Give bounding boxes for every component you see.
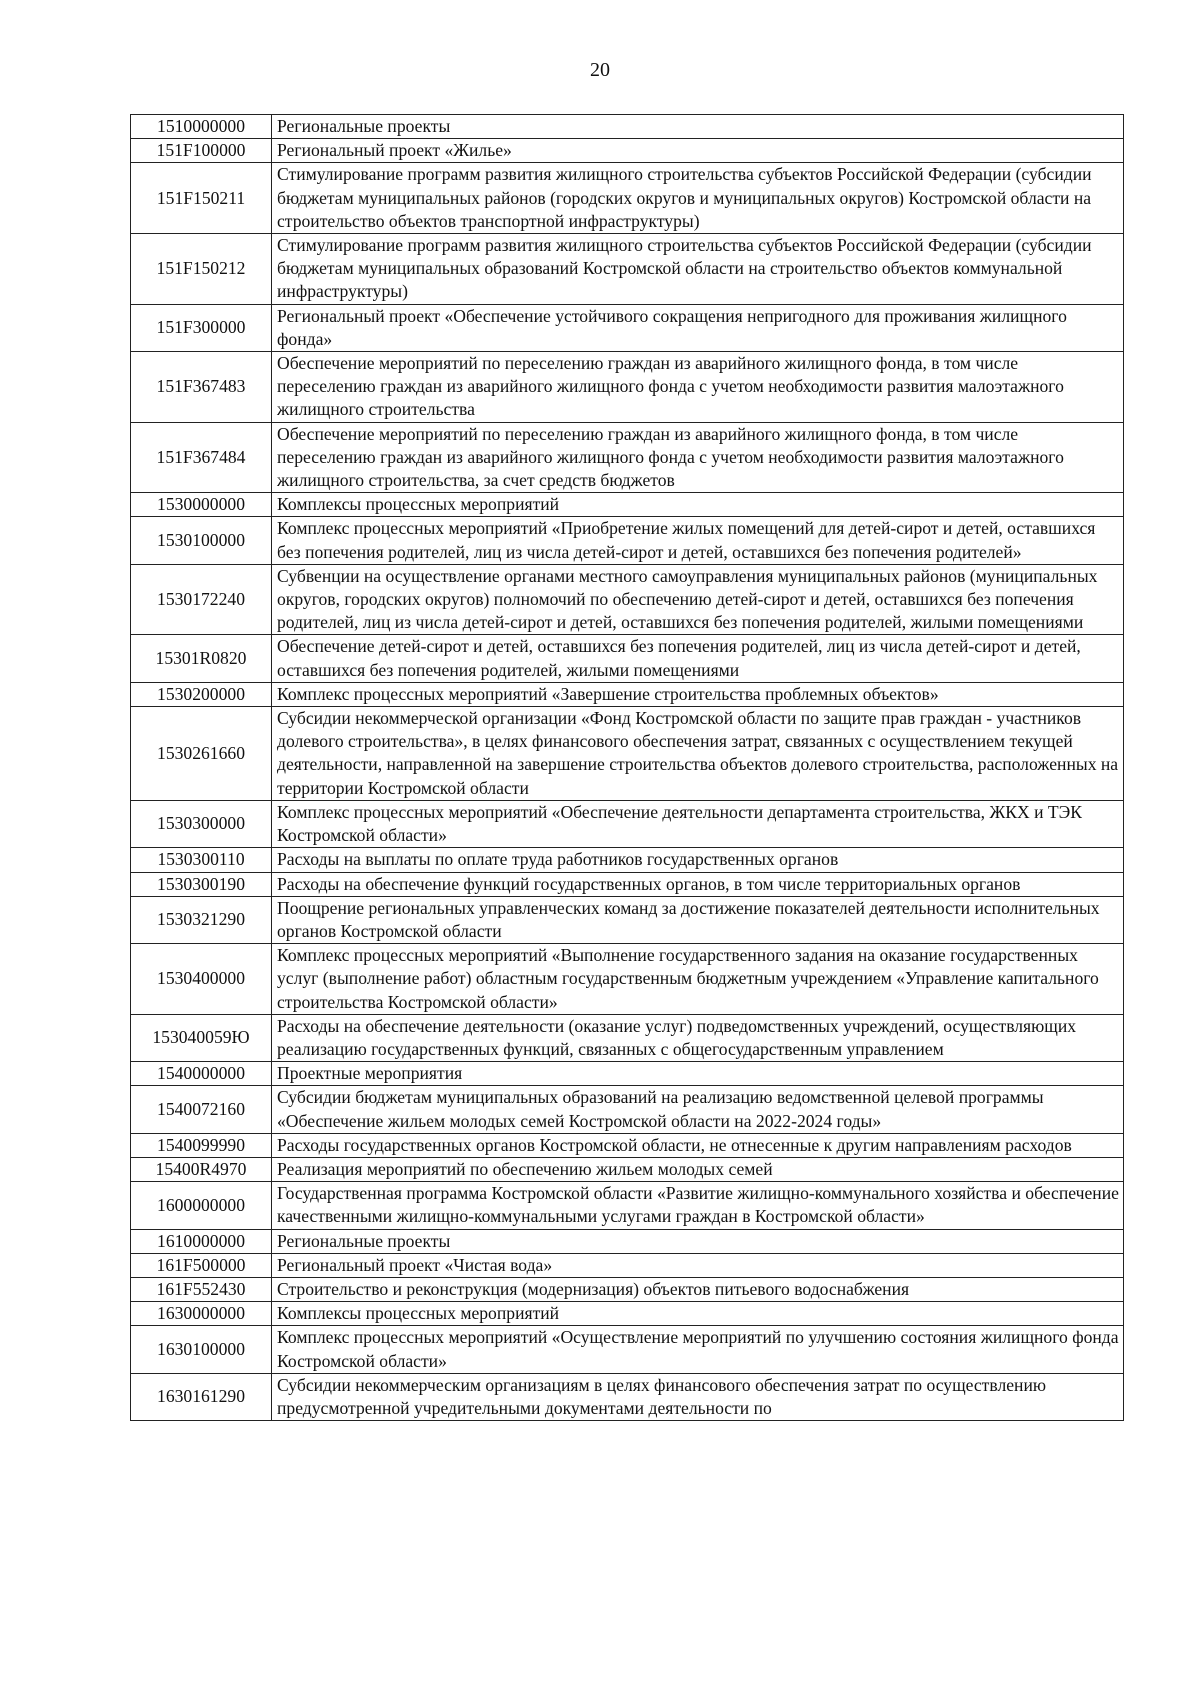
page-number: 20 — [590, 59, 610, 81]
row-code: 151F150212 — [131, 234, 272, 305]
row-code: 1540072160 — [131, 1086, 272, 1133]
table-row — [131, 800, 1124, 847]
row-description: Субсидии некоммерческим организациям в целях финансового обеспечения затрат по осуществлению предусмотренной учредительными документами деятельности по — [272, 1373, 1124, 1420]
row-description: Комплексы процессных мероприятий — [272, 1302, 1124, 1326]
row-description: Расходы на выплаты по оплате труда работников государственных органов — [272, 848, 1124, 872]
row-description: Субсидии бюджетам муниципальных образований на реализацию ведомственной целевой программы «Обеспечение жильем молодых семей Костромской области на 2022-2024 годы» — [272, 1086, 1124, 1133]
table-row — [131, 1326, 1124, 1373]
row-description: Стимулирование программ развития жилищного строительства субъектов Российской Федерации (субсидии бюджетам муниципальных районов (городских округов и муниципальных округов) Костромской области на строительство объектов транспортной инфраструктуры) — [272, 163, 1124, 234]
row-code: 1630161290 — [131, 1373, 272, 1420]
row-description: Проектные мероприятия — [272, 1062, 1124, 1086]
row-description: Субвенции на осуществление органами местного самоуправления муниципальных районов (муниципальных округов, городских округов) полномочий по обеспечению детей-сирот и детей, оставшихся без попечения родителей, лиц из числа детей-сирот и детей, оставшихся без попечения родителей, жилыми помещениями — [272, 564, 1124, 635]
row-code: 151F300000 — [131, 304, 272, 351]
row-code: 1630000000 — [131, 1302, 272, 1326]
table-row — [131, 1229, 1124, 1253]
row-description: Комплекс процессных мероприятий «Завершение строительства проблемных объектов» — [272, 682, 1124, 706]
table-row — [131, 115, 1124, 139]
table-row — [131, 707, 1124, 801]
row-code: 1530321290 — [131, 896, 272, 943]
row-description: Комплекс процессных мероприятий «Приобретение жилых помещений для детей-сирот и детей, оставшихся без попечения родителей, лиц из числа детей-сирот и детей, оставшихся без попечения родителей» — [272, 517, 1124, 564]
row-description: Региональные проекты — [272, 1229, 1124, 1253]
table-row — [131, 139, 1124, 163]
table-row — [131, 352, 1124, 423]
table-row — [131, 1157, 1124, 1181]
row-description: Комплекс процессных мероприятий «Выполнение государственного задания на оказание государственных услуг (выполнение работ) областным государственным бюджетным учреждением «Управление капитального строительства Костромской области» — [272, 944, 1124, 1015]
row-code: 15301R0820 — [131, 635, 272, 682]
row-description: Региональный проект «Чистая вода» — [272, 1253, 1124, 1277]
row-code: 1530200000 — [131, 682, 272, 706]
table-row — [131, 872, 1124, 896]
row-code: 151F100000 — [131, 139, 272, 163]
row-code: 1610000000 — [131, 1229, 272, 1253]
row-description: Строительство и реконструкция (модернизация) объектов питьевого водоснабжения — [272, 1277, 1124, 1301]
budget-classification-table — [130, 114, 1124, 1421]
row-code: 15400R4970 — [131, 1157, 272, 1181]
table-row — [131, 564, 1124, 635]
table-row — [131, 1062, 1124, 1086]
row-description: Обеспечение детей-сирот и детей, оставшихся без попечения родителей, лиц из числа детей-сирот и детей, оставшихся без попечения родителей, жилыми помещениями — [272, 635, 1124, 682]
table-row — [131, 848, 1124, 872]
row-code: 153040059Ю — [131, 1014, 272, 1061]
table-row — [131, 682, 1124, 706]
row-description: Реализация мероприятий по обеспечению жильем молодых семей — [272, 1157, 1124, 1181]
row-code: 1530261660 — [131, 707, 272, 801]
row-code: 1530300190 — [131, 872, 272, 896]
row-description: Субсидии некоммерческой организации «Фонд Костромской области по защите прав граждан - участников долевого строительства», в целях финансового обеспечения затрат, связанных с осуществлением текущей деятельности, направленной на завершение строительства объектов долевого строительства, расположенных на территории Костромской области — [272, 707, 1124, 801]
row-code: 1530400000 — [131, 944, 272, 1015]
table-row — [131, 1182, 1124, 1229]
row-code: 1540099990 — [131, 1133, 272, 1157]
row-description: Государственная программа Костромской области «Развитие жилищно-коммунального хозяйства и обеспечение качественными жилищно-коммунальными услугами граждан в Костромской области» — [272, 1182, 1124, 1229]
row-code: 151F150211 — [131, 163, 272, 234]
table-row — [131, 1253, 1124, 1277]
row-code: 1510000000 — [131, 115, 272, 139]
row-description: Региональный проект «Обеспечение устойчивого сокращения непригодного для проживания жилищного фонда» — [272, 304, 1124, 351]
row-code: 1530000000 — [131, 493, 272, 517]
table-row — [131, 304, 1124, 351]
row-code: 1530172240 — [131, 564, 272, 635]
table-row — [131, 1014, 1124, 1061]
row-code: 1630100000 — [131, 1326, 272, 1373]
table-row — [131, 517, 1124, 564]
row-code: 1530300000 — [131, 800, 272, 847]
row-description: Стимулирование программ развития жилищного строительства субъектов Российской Федерации (субсидии бюджетам муниципальных образований Костромской области на строительство объектов коммунальной инфраструктуры) — [272, 234, 1124, 305]
row-description: Комплекс процессных мероприятий «Обеспечение деятельности департамента строительства, ЖКХ и ТЭК Костромской области» — [272, 800, 1124, 847]
table-body — [131, 115, 1124, 1421]
row-description: Расходы на обеспечение функций государственных органов, в том числе территориальных органов — [272, 872, 1124, 896]
row-description: Расходы на обеспечение деятельности (оказание услуг) подведомственных учреждений, осуществляющих реализацию государственных функций, связанных с общегосударственным управлением — [272, 1014, 1124, 1061]
row-description: Региональный проект «Жилье» — [272, 139, 1124, 163]
table-row — [131, 1277, 1124, 1301]
table-row — [131, 944, 1124, 1015]
table-row — [131, 422, 1124, 493]
row-description: Комплекс процессных мероприятий «Осуществление мероприятий по улучшению состояния жилищного фонда Костромской области» — [272, 1326, 1124, 1373]
row-code: 151F367484 — [131, 422, 272, 493]
row-description: Обеспечение мероприятий по переселению граждан из аварийного жилищного фонда, в том числе переселению граждан из аварийного жилищного фонда с учетом необходимости развития малоэтажного жилищного строительства — [272, 352, 1124, 423]
table-row — [131, 1133, 1124, 1157]
row-description: Региональные проекты — [272, 115, 1124, 139]
row-code: 1530300110 — [131, 848, 272, 872]
table-row — [131, 896, 1124, 943]
row-code: 1530100000 — [131, 517, 272, 564]
row-description: Обеспечение мероприятий по переселению граждан из аварийного жилищного фонда, в том числе переселению граждан из аварийного жилищного фонда с учетом необходимости развития малоэтажного жилищного строительства, за счет средств бюджетов — [272, 422, 1124, 493]
row-description: Поощрение региональных управленческих команд за достижение показателей деятельности исполнительных органов Костромской области — [272, 896, 1124, 943]
row-description: Расходы государственных органов Костромской области, не отнесенные к другим направлениям расходов — [272, 1133, 1124, 1157]
table-row — [131, 163, 1124, 234]
row-code: 151F367483 — [131, 352, 272, 423]
table-row — [131, 1302, 1124, 1326]
row-code: 161F552430 — [131, 1277, 272, 1301]
table-row — [131, 1086, 1124, 1133]
table-row — [131, 234, 1124, 305]
row-code: 1600000000 — [131, 1182, 272, 1229]
table-row — [131, 635, 1124, 682]
row-code: 161F500000 — [131, 1253, 272, 1277]
row-code: 1540000000 — [131, 1062, 272, 1086]
table-row — [131, 493, 1124, 517]
row-description: Комплексы процессных мероприятий — [272, 493, 1124, 517]
table-row — [131, 1373, 1124, 1420]
